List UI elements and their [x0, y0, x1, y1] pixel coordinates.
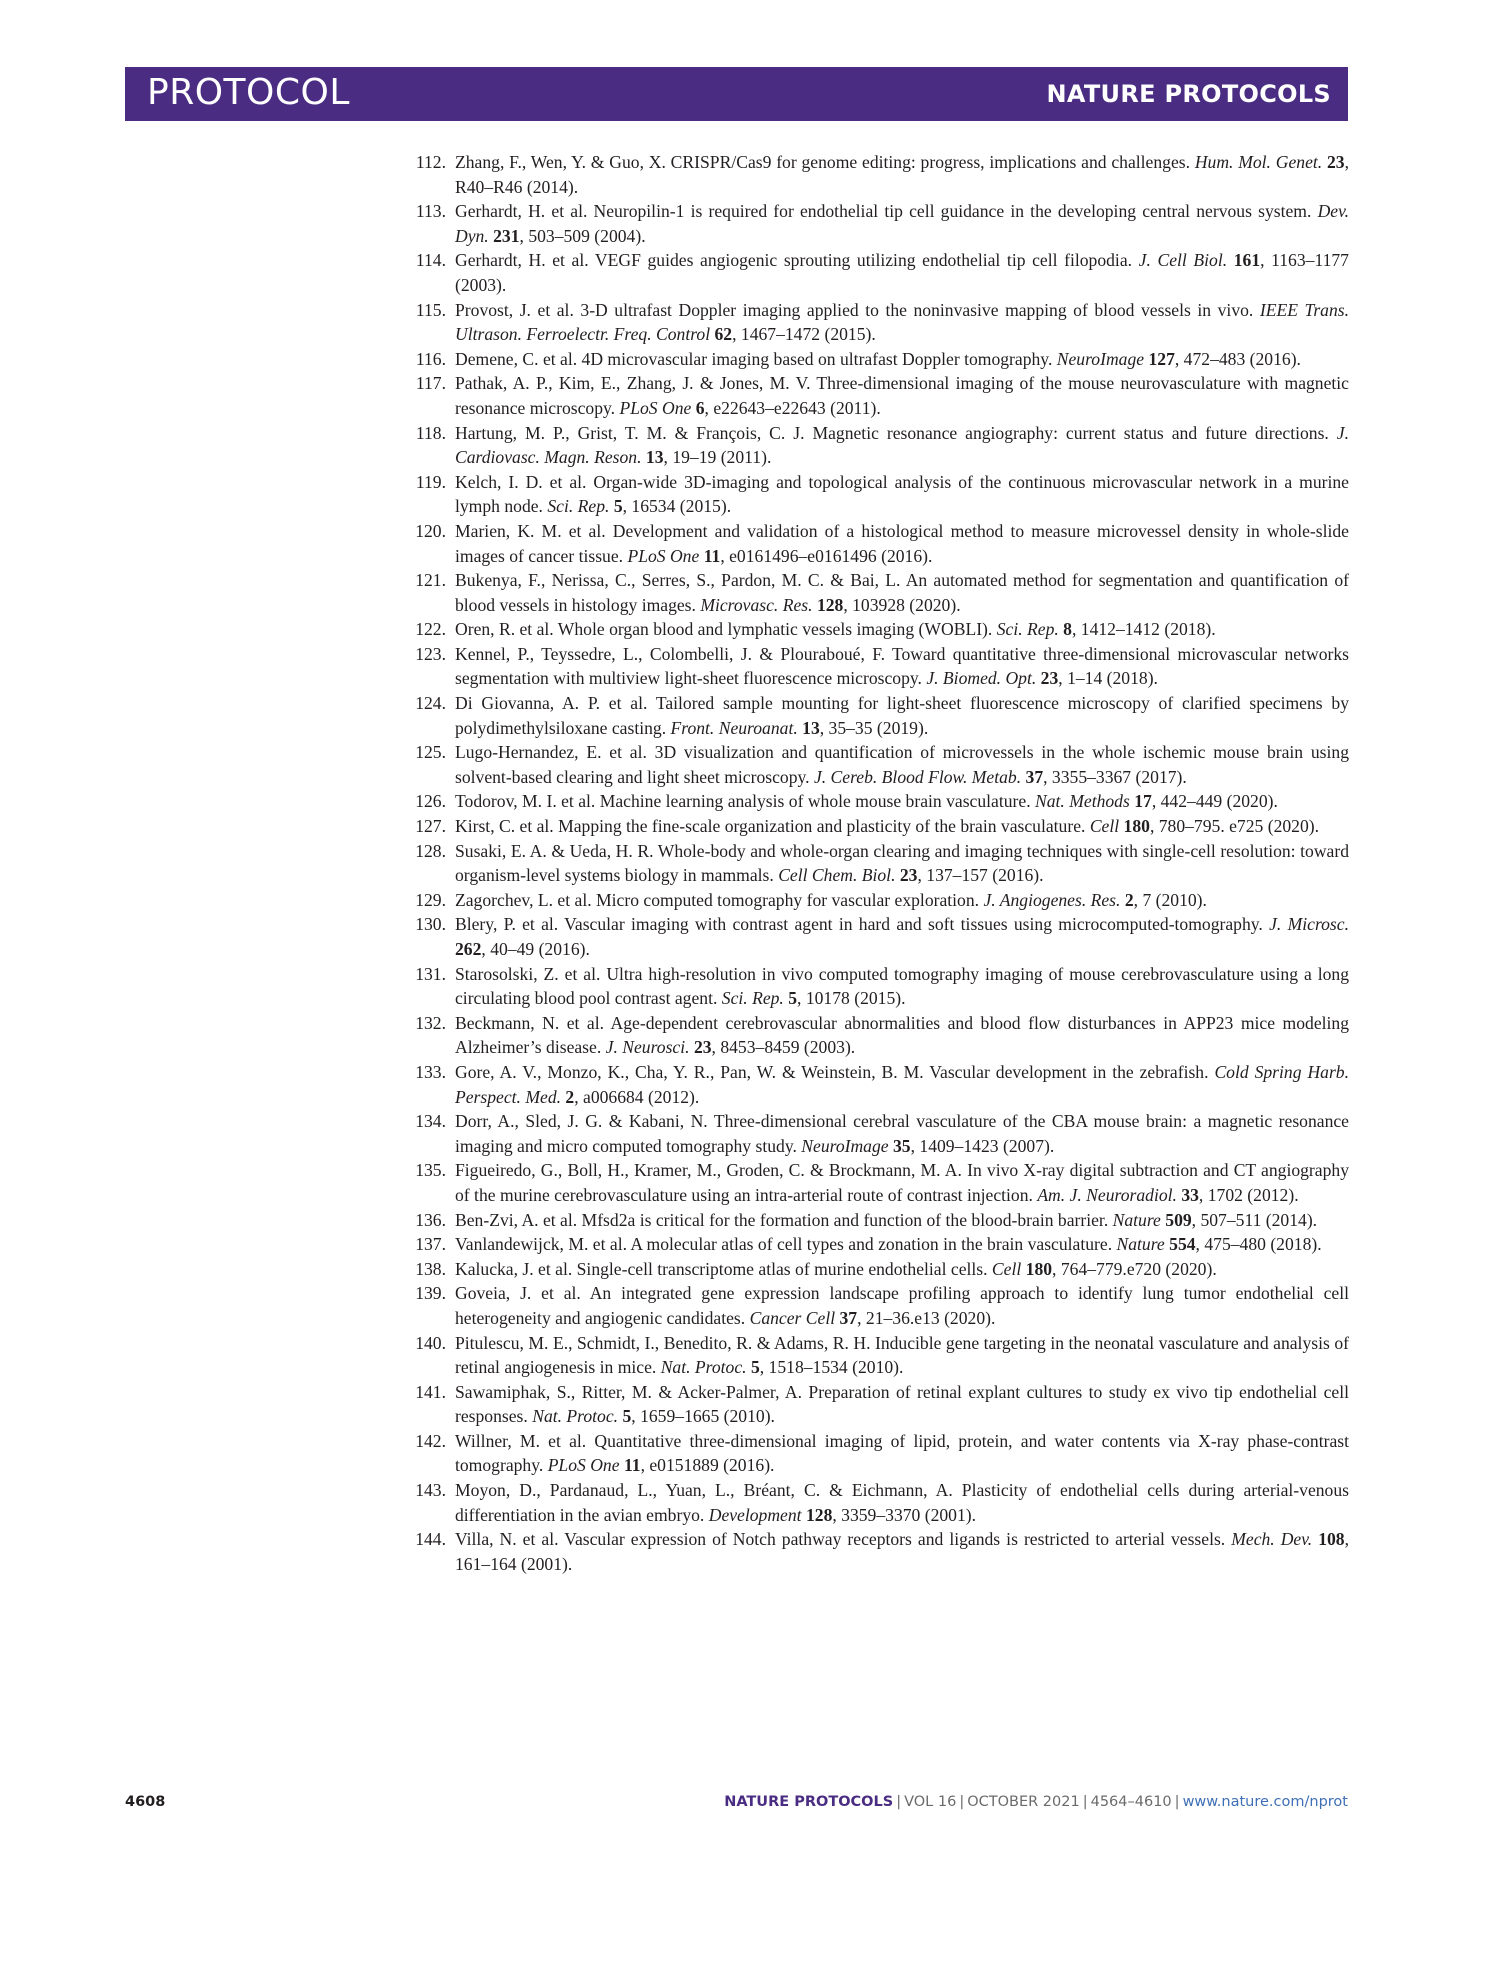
reference-fragment: Pathak, A. P., Kim, E., Zhang, J. & Jones, M. V. Three-dimensional imaging of the mouse neurovasculature with magnetic resonance microscopy.	[455, 373, 1349, 418]
reference-fragment: , 503–509 (2004).	[519, 225, 646, 246]
journal-title: PLoS One	[547, 1455, 620, 1476]
volume-number: 5	[750, 1357, 760, 1378]
reference-text	[455, 150, 1349, 199]
reference-fragment	[1227, 250, 1234, 270]
reference-number: 115.	[415, 299, 446, 320]
volume-number: 23	[1326, 152, 1345, 172]
page-header	[125, 67, 1348, 121]
reference-item	[394, 1380, 1349, 1429]
journal-title: Development	[708, 1504, 802, 1525]
reference-fragment: , e0151889 (2016).	[640, 1455, 775, 1476]
reference-fragment: Marien, K. M. et al. Development and validation of a histological method to measure microvessel density in whole-slide images of cancer tissue.	[455, 520, 1349, 566]
reference-fragment: Susaki, E. A. & Ueda, H. R. Whole-body and whole-organ clearing and imaging techniques with single-cell resolution: toward organism-level systems biology in mammals.	[455, 840, 1349, 886]
reference-fragment: Vanlandewijck, M. et al. A molecular atlas of cell types and zonation in the brain vasculature.	[455, 1234, 1117, 1255]
reference-fragment: Moyon, D., Pardanaud, L., Yuan, L., Bréant, C. & Eichmann, A. Plasticity of endothelial cells during arterial-venous differentiation in the avian embryo.	[455, 1480, 1349, 1525]
reference-item	[394, 642, 1349, 691]
reference-number: 128.	[415, 840, 446, 861]
reference-item	[394, 962, 1349, 1011]
reference-number: 119.	[415, 471, 446, 492]
reference-fragment: , 780–795. e725 (2020).	[1149, 816, 1320, 837]
reference-item	[394, 347, 1349, 372]
volume-number: 23	[899, 865, 918, 886]
journal-title: NeuroImage	[801, 1135, 889, 1156]
reference-text	[455, 519, 1349, 568]
reference-number: 137.	[415, 1234, 446, 1255]
reference-number: 132.	[415, 1012, 446, 1033]
reference-text	[455, 1478, 1349, 1527]
volume-number: 13	[802, 717, 820, 738]
reference-item	[394, 150, 1349, 199]
volume-number: 2	[565, 1086, 575, 1107]
journal-name-header: NATURE PROTOCOLS	[1046, 80, 1331, 108]
reference-item	[394, 1158, 1349, 1207]
volume-number: 11	[703, 545, 721, 566]
reference-fragment: , 21–36.e13 (2020).	[857, 1307, 996, 1328]
journal-title: Hum. Mol. Genet.	[1194, 152, 1323, 172]
reference-number: 141.	[415, 1381, 446, 1402]
reference-fragment: Blery, P. et al. Vascular imaging with contrast agent in hard and soft tissues using microcomputed-tomography.	[455, 914, 1270, 935]
reference-text	[455, 1257, 1349, 1282]
volume-number: 23	[1040, 668, 1059, 689]
reference-number: 134.	[415, 1111, 446, 1132]
journal-title: PLoS One	[627, 545, 700, 566]
reference-text	[455, 1109, 1349, 1158]
journal-title: Nat. Methods	[1035, 791, 1130, 812]
reference-item	[394, 1232, 1349, 1257]
volume-number: 231	[493, 225, 520, 246]
reference-fragment: , 475–480 (2018).	[1195, 1234, 1322, 1255]
volume-number: 62	[714, 324, 733, 345]
reference-item	[394, 1208, 1349, 1233]
reference-fragment: Figueiredo, G., Boll, H., Kramer, M., Groden, C. & Brockmann, M. A. In vivo X-ray digital subtraction and CT angiography of the murine cerebrovasculature using an intra-arterial route of contrast injection.	[455, 1160, 1349, 1205]
page-footer	[125, 1794, 1348, 1814]
journal-title: PLoS One	[619, 397, 692, 418]
reference-number: 143.	[415, 1480, 446, 1501]
reference-fragment: Beckmann, N. et al. Age-dependent cerebrovascular abnormalities and blood flow disturbances in APP23 mice modeling Alzheimer’s disease.	[455, 1012, 1349, 1058]
volume-number: 8	[1063, 619, 1072, 640]
journal-title: Nature	[1112, 1209, 1161, 1230]
journal-title: Nat. Protoc.	[532, 1406, 619, 1427]
reference-fragment: Kennel, P., Teyssedre, L., Colombelli, J. & Plouraboué, F. Toward quantitative three-dimensional microvascular networks segmentation with multiview light-sheet fluorescence microscopy.	[455, 643, 1349, 689]
footer-volume: VOL 16	[904, 1794, 957, 1810]
reference-fragment: , 1163–1177 (2003).	[455, 250, 1349, 295]
journal-title: IEEE Trans. Ultrason. Ferroelectr. Freq. Control	[455, 299, 1350, 345]
reference-item	[394, 1011, 1349, 1060]
reference-number: 123.	[415, 643, 446, 664]
reference-text	[455, 1060, 1349, 1109]
volume-number: 554	[1169, 1234, 1196, 1255]
journal-title: J. Angiogenes. Res.	[983, 889, 1121, 910]
volume-number: 5	[622, 1406, 632, 1427]
reference-item	[394, 371, 1349, 420]
reference-item	[394, 1478, 1349, 1527]
reference-fragment: , 1702 (2012).	[1198, 1184, 1299, 1205]
reference-item	[394, 421, 1349, 470]
journal-url-link[interactable]: www.nature.com/nprot	[1182, 1794, 1348, 1810]
journal-title: Cell	[991, 1258, 1022, 1279]
volume-number: 13	[645, 447, 664, 468]
reference-fragment: , e0161496–e0161496 (2016).	[720, 545, 933, 566]
journal-title: Cell	[1089, 816, 1120, 837]
volume-number: 180	[1025, 1258, 1053, 1279]
journal-title: Sci. Rep.	[721, 988, 784, 1009]
journal-title: J. Cereb. Blood Flow. Metab.	[813, 766, 1022, 787]
volume-number: 5	[788, 988, 798, 1009]
reference-list	[394, 150, 1349, 1576]
reference-fragment: , 472–483 (2016).	[1174, 348, 1301, 369]
reference-text	[455, 1158, 1349, 1207]
reference-text	[455, 470, 1349, 519]
reference-number: 126.	[415, 791, 446, 812]
reference-item	[394, 814, 1349, 839]
reference-number: 125.	[415, 742, 446, 763]
reference-item	[394, 1429, 1349, 1478]
volume-number: 35	[893, 1135, 911, 1156]
reference-fragment: , 507–511 (2014).	[1191, 1209, 1318, 1230]
reference-fragment: , 1412–1412 (2018).	[1071, 619, 1216, 640]
reference-item	[394, 839, 1349, 888]
reference-item	[394, 740, 1349, 789]
volume-number: 161	[1233, 250, 1261, 271]
journal-title: Dev. Dyn.	[455, 201, 1349, 246]
journal-title: Cold Spring Harb. Perspect. Med.	[455, 1061, 1349, 1107]
reference-fragment: Zhang, F., Wen, Y. & Guo, X. CRISPR/Cas9 for genome editing: progress, implications and challenges.	[455, 152, 1195, 172]
reference-item	[394, 568, 1349, 617]
volume-number: 23	[693, 1037, 712, 1058]
reference-text	[455, 1527, 1349, 1576]
reference-text	[455, 814, 1349, 839]
journal-title: J. Microsc.	[1269, 914, 1349, 935]
reference-fragment: , 3355–3367 (2017).	[1043, 766, 1187, 787]
journal-title: Cell Chem. Biol.	[778, 865, 896, 886]
reference-fragment: , 442–449 (2020).	[1151, 791, 1278, 812]
volume-number: 127	[1148, 348, 1175, 369]
volume-number: 5	[613, 496, 623, 517]
reference-text	[455, 199, 1349, 248]
reference-fragment: Hartung, M. P., Grist, T. M. & François, C. J. Magnetic resonance angiography: current status and future directions.	[455, 422, 1337, 443]
reference-number: 133.	[415, 1061, 446, 1082]
reference-number: 112.	[415, 152, 446, 172]
footer-pages: 4564–4610	[1090, 1794, 1172, 1810]
reference-fragment: , 1409–1423 (2007).	[910, 1135, 1055, 1156]
journal-title: Nature	[1116, 1234, 1165, 1255]
reference-number: 127.	[415, 816, 446, 837]
reference-text	[455, 839, 1349, 888]
journal-title: J. Cardiovasc. Magn. Reson.	[455, 422, 1349, 468]
reference-number: 114.	[415, 250, 446, 271]
reference-item	[394, 1281, 1349, 1330]
reference-fragment: Kalucka, J. et al. Single-cell transcriptome atlas of murine endothelial cells.	[455, 1258, 992, 1279]
volume-number: 509	[1165, 1209, 1192, 1230]
journal-title: Front. Neuroanat.	[670, 717, 798, 738]
reference-fragment: Zagorchev, L. et al. Micro computed tomography for vascular exploration.	[455, 889, 984, 910]
reference-fragment: Kelch, I. D. et al. Organ-wide 3D-imaging and topological analysis of the continuous microvascular network in a murine lymph node.	[455, 471, 1349, 517]
volume-number: 37	[1025, 766, 1044, 787]
reference-fragment: , 16534 (2015).	[622, 496, 732, 517]
reference-text	[455, 691, 1349, 740]
reference-fragment: , 161–164 (2001).	[455, 1529, 1349, 1574]
journal-title: J. Cell Biol.	[1138, 250, 1228, 271]
reference-fragment: Gore, A. V., Monzo, K., Cha, Y. R., Pan, W. & Weinstein, B. M. Vascular development in the zebrafish.	[455, 1061, 1215, 1082]
reference-number: 118.	[415, 422, 446, 443]
volume-number: 2	[1124, 889, 1134, 910]
reference-fragment: Goveia, J. et al. An integrated gene expression landscape profiling approach to identify lung tumor endothelial cell heterogeneity and angiogenic candidates.	[455, 1283, 1349, 1328]
reference-text	[455, 962, 1349, 1011]
journal-title: J. Neurosci.	[605, 1037, 690, 1058]
reference-fragment: , 1518–1534 (2010).	[759, 1357, 904, 1378]
reference-text	[455, 1208, 1349, 1233]
reference-fragment: Ben-Zvi, A. et al. Mfsd2a is critical for the formation and function of the blood-brain barrier.	[455, 1209, 1113, 1230]
reference-item	[394, 1060, 1349, 1109]
volume-number: 37	[839, 1307, 858, 1328]
journal-title: Sci. Rep.	[996, 619, 1059, 640]
reference-number: 122.	[415, 619, 446, 640]
reference-number: 131.	[415, 963, 446, 984]
reference-number: 121.	[415, 570, 446, 591]
reference-text	[455, 740, 1349, 789]
journal-title: Cancer Cell	[749, 1307, 836, 1328]
reference-fragment: , 764–779.e720 (2020).	[1052, 1258, 1217, 1279]
reference-text	[455, 1011, 1349, 1060]
footer-journal-name: NATURE PROTOCOLS	[724, 1794, 894, 1810]
reference-item	[394, 1527, 1349, 1576]
reference-number: 117.	[415, 373, 446, 394]
reference-fragment: , 8453–8459 (2003).	[711, 1037, 856, 1058]
journal-title: Nat. Protoc.	[660, 1357, 747, 1378]
reference-item	[394, 888, 1349, 913]
reference-item	[394, 617, 1349, 642]
reference-text	[455, 248, 1349, 297]
volume-number: 17	[1134, 791, 1152, 812]
reference-number: 113.	[415, 201, 446, 222]
reference-number: 130.	[415, 914, 446, 935]
reference-fragment: , 35–35 (2019).	[819, 717, 929, 738]
volume-number: 6	[695, 397, 705, 418]
reference-item	[394, 248, 1349, 297]
volume-number: 33	[1181, 1184, 1199, 1205]
reference-text	[455, 298, 1349, 347]
reference-fragment: , 3359–3370 (2001).	[832, 1504, 977, 1525]
reference-number: 136.	[415, 1209, 446, 1230]
reference-item	[394, 1257, 1349, 1282]
reference-number: 140.	[415, 1332, 446, 1353]
reference-fragment: Villa, N. et al. Vascular expression of Notch pathway receptors and ligands is restricted to arterial vessels.	[455, 1529, 1232, 1550]
reference-item	[394, 470, 1349, 519]
reference-number: 116.	[415, 348, 446, 369]
reference-fragment: Todorov, M. I. et al. Machine learning analysis of whole mouse brain vasculature.	[455, 791, 1036, 812]
reference-text	[455, 1281, 1349, 1330]
journal-title: J. Biomed. Opt.	[926, 668, 1037, 689]
volume-number: 180	[1123, 816, 1150, 837]
journal-citation-line: NATURE PROTOCOLS | VOL 16 | OCTOBER 2021 | 4564–4610 | www.nature.com/nprot	[724, 1794, 1348, 1810]
reference-item	[394, 912, 1349, 961]
reference-number: 139.	[415, 1283, 446, 1304]
reference-number: 124.	[415, 693, 446, 714]
reference-fragment: , 40–49 (2016).	[481, 939, 590, 959]
reference-item	[394, 789, 1349, 814]
volume-number: 262	[455, 939, 482, 959]
reference-number: 138.	[415, 1258, 446, 1279]
reference-fragment: , 103928 (2020).	[843, 594, 961, 615]
journal-title: Am. J. Neuroradiol.	[1037, 1184, 1177, 1205]
reference-text	[455, 1331, 1349, 1380]
reference-text	[455, 789, 1349, 814]
reference-fragment: Gerhardt, H. et al. Neuropilin-1 is required for endothelial tip cell guidance in the developing central nervous system.	[455, 201, 1318, 222]
reference-fragment: Willner, M. et al. Quantitative three-dimensional imaging of lipid, protein, and water contents via X-ray phase-contrast tomography.	[455, 1430, 1349, 1476]
reference-text	[455, 371, 1349, 420]
reference-text	[455, 1380, 1349, 1429]
reference-fragment: , 10178 (2015).	[797, 988, 906, 1009]
reference-text	[455, 888, 1349, 913]
reference-fragment: , 19–19 (2011).	[663, 447, 772, 468]
section-label: PROTOCOL	[147, 72, 350, 113]
reference-fragment: , 7 (2010).	[1133, 889, 1207, 910]
reference-text	[455, 642, 1349, 691]
reference-text	[455, 421, 1349, 470]
reference-item	[394, 1109, 1349, 1158]
reference-text	[455, 568, 1349, 617]
reference-item	[394, 519, 1349, 568]
reference-item	[394, 1331, 1349, 1380]
reference-fragment: Bukenya, F., Nerissa, C., Serres, S., Pardon, M. C. & Bai, L. An automated method for segmentation and quantification of blood vessels in histology images.	[455, 570, 1349, 615]
reference-fragment: , 1467–1472 (2015).	[732, 324, 876, 345]
volume-number: 11	[623, 1455, 641, 1476]
page-number: 4608	[125, 1794, 166, 1810]
reference-fragment: Lugo-Hernandez, E. et al. 3D visualization and quantification of microvessels in the whole ischemic mouse brain using solvent-based clearing and light sheet microscopy.	[455, 742, 1349, 787]
reference-fragment: Demene, C. et al. 4D microvascular imaging based on ultrafast Doppler tomography.	[455, 348, 1057, 369]
reference-number: 144.	[415, 1529, 446, 1550]
reference-fragment: Kirst, C. et al. Mapping the fine-scale organization and plasticity of the brain vasculature.	[455, 816, 1090, 837]
reference-fragment: , 137–157 (2016).	[917, 865, 1044, 886]
reference-number: 120.	[415, 520, 446, 541]
volume-number: 108	[1318, 1529, 1345, 1550]
reference-number: 129.	[415, 889, 446, 910]
reference-item	[394, 691, 1349, 740]
reference-number: 135.	[415, 1160, 446, 1181]
volume-number: 128	[805, 1504, 833, 1525]
footer-date: OCTOBER 2021	[967, 1794, 1080, 1810]
reference-text	[455, 1429, 1349, 1478]
journal-title: Microvasc. Res.	[700, 594, 813, 615]
reference-fragment: Starosolski, Z. et al. Ultra high-resolution in vivo computed tomography imaging of mouse cerebrovasculature using a long circulating blood pool contrast agent.	[455, 963, 1349, 1009]
reference-item	[394, 199, 1349, 248]
reference-fragment: , R40–R46 (2014).	[455, 152, 1349, 197]
reference-item	[394, 298, 1349, 347]
reference-fragment: Dorr, A., Sled, J. G. & Kabani, N. Three-dimensional cerebral vasculature of the CBA mouse brain: a magnetic resonance imaging and micro computed tomography study.	[455, 1111, 1349, 1156]
reference-text	[455, 912, 1349, 961]
reference-fragment: Oren, R. et al. Whole organ blood and lymphatic vessels imaging (WOBLI).	[455, 619, 997, 640]
journal-title: Sci. Rep.	[547, 496, 610, 517]
reference-fragment: Di Giovanna, A. P. et al. Tailored sample mounting for light-sheet fluorescence microscopy of clarified specimens by polydimethylsiloxane casting.	[455, 693, 1349, 738]
reference-fragment: , a006684 (2012).	[574, 1086, 700, 1107]
reference-fragment: , 1–14 (2018).	[1058, 668, 1158, 689]
reference-fragment: Gerhardt, H. et al. VEGF guides angiogenic sprouting utilizing endothelial tip cell filopodia.	[455, 250, 1139, 271]
journal-title: NeuroImage	[1056, 348, 1145, 369]
reference-number: 142.	[415, 1430, 446, 1451]
reference-text	[455, 617, 1349, 642]
journal-title: Mech. Dev.	[1231, 1529, 1313, 1550]
reference-text	[455, 1232, 1349, 1257]
reference-fragment: Sawamiphak, S., Ritter, M. & Acker-Palmer, A. Preparation of retinal explant cultures to study ex vivo tip endothelial cell responses.	[455, 1381, 1349, 1427]
reference-fragment: Provost, J. et al. 3-D ultrafast Doppler imaging applied to the noninvasive mapping of blood vessels in vivo.	[455, 299, 1260, 320]
volume-number: 128	[816, 594, 844, 615]
reference-fragment: Pitulescu, M. E., Schmidt, I., Benedito, R. & Adams, R. H. Inducible gene targeting in the neonatal vasculature and analysis of retinal angiogenesis in mice.	[455, 1332, 1349, 1378]
reference-text	[455, 347, 1349, 372]
reference-fragment: , e22643–e22643 (2011).	[704, 397, 881, 418]
reference-fragment: , 1659–1665 (2010).	[631, 1406, 775, 1427]
